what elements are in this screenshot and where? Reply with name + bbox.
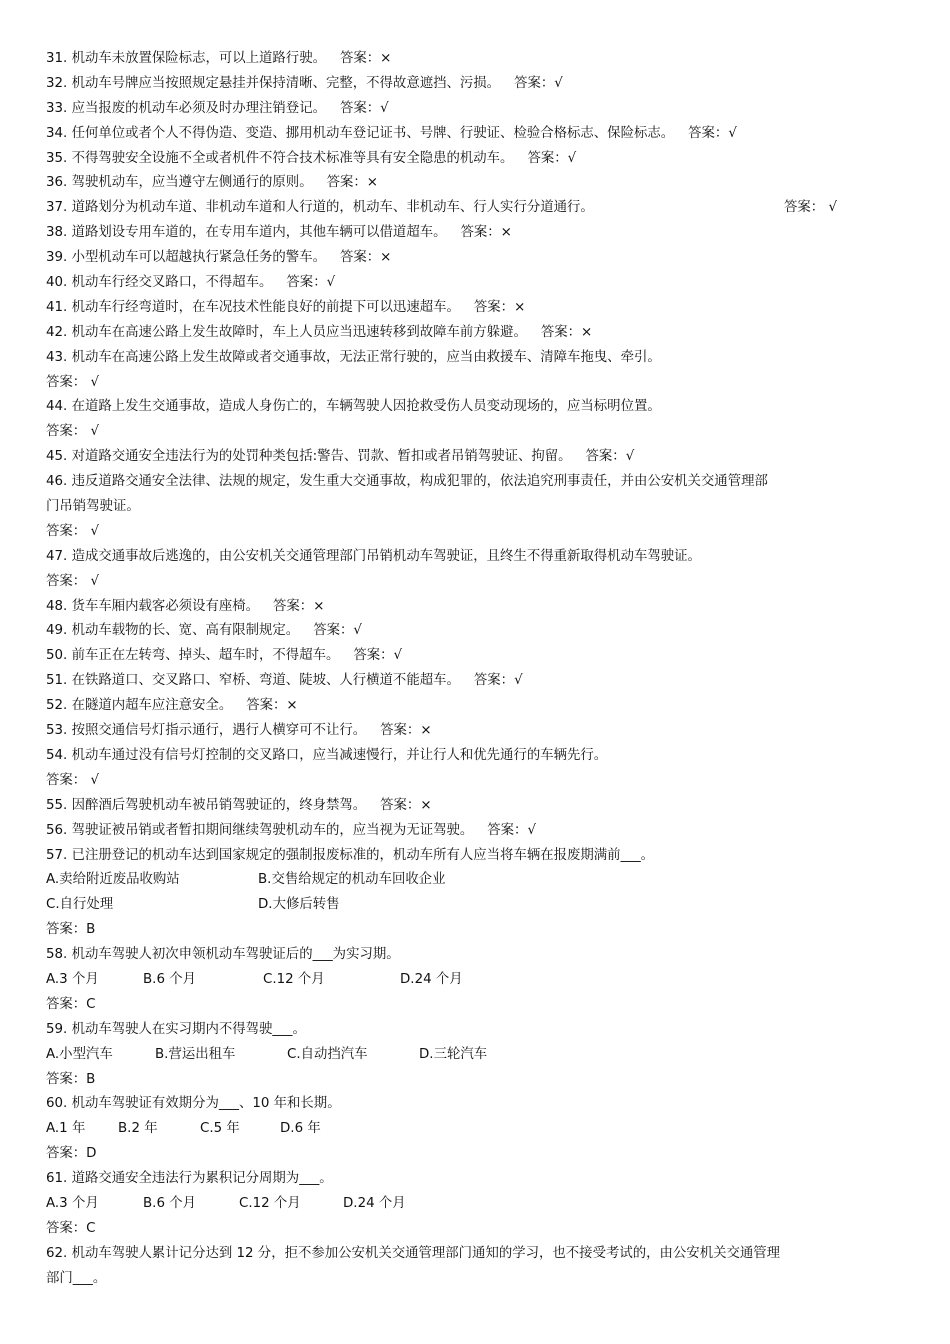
answer-mark: √	[90, 772, 99, 788]
option-d: D.24 个月	[400, 971, 463, 987]
option-c: C.12 个月	[239, 1195, 301, 1211]
question-60	[46, 1092, 910, 1117]
question-47	[46, 545, 910, 570]
question-text: 因醉酒后驾驶机动车被吊销驾驶证的，终身禁驾。	[71, 797, 367, 813]
question-text: 在隧道内超车应注意安全。	[71, 698, 233, 714]
answer-label: 答案：	[46, 374, 87, 390]
answer-label: 答案：	[380, 723, 421, 739]
answer-label: 答案：	[784, 200, 825, 216]
answer-label: 答案：	[353, 648, 394, 664]
question-number: 38.	[46, 225, 68, 241]
question-text: 机动车行经弯道时，在车况技术性能良好的前提下可以迅速超车。	[71, 299, 460, 315]
question-text: 机动车驾驶人累计记分达到 12 分，拒不参加公安机关交通管理部门通知的学习，也不接受考试的，由公安机关交通管理	[71, 1245, 781, 1261]
answer-mark: √	[554, 75, 563, 91]
option-b: B.6 个月	[143, 1195, 197, 1211]
answer-mark: ×	[380, 250, 392, 266]
question-number: 40.	[46, 275, 68, 291]
question-49	[46, 619, 910, 644]
question-40	[46, 271, 910, 296]
question-number: 50.	[46, 648, 68, 664]
answer-label: 答案：	[46, 523, 87, 539]
question-36	[46, 171, 910, 196]
question-number: 31.	[46, 51, 68, 66]
answer-44	[46, 420, 910, 445]
option-c: C.5 年	[200, 1121, 240, 1137]
question-text: 违反道路交通安全法律、法规的规定，发生重大交通事故，构成犯罪的，依法追究刑事责任，并由公安机关交通管理部	[71, 474, 768, 490]
question-number: 52.	[46, 698, 68, 714]
answer-label: 答案：	[473, 673, 515, 689]
answer-label: 答案：	[339, 100, 381, 116]
options-60	[46, 1117, 910, 1142]
question-text: 机动车通过没有信号灯控制的交叉路口，应当减速慢行，并让行人和优先通行的车辆先行。	[71, 747, 608, 763]
document-page	[46, 47, 910, 1292]
question-text: 货车车厢内载客必须设有座椅。	[71, 598, 260, 614]
answer-mark: √	[527, 822, 536, 838]
answer-57: 答案：B	[46, 922, 96, 938]
question-31	[46, 47, 910, 72]
question-number: 42.	[46, 324, 68, 340]
answer-label: 答案：	[380, 797, 421, 813]
option-c: C.12 个月	[263, 971, 325, 987]
question-text: 不得驾驶安全设施不全或者机件不符合技术标准等具有安全隐患的机动车。	[71, 150, 514, 166]
answer-58: 答案：C	[46, 996, 96, 1012]
question-text: 机动车驾驶人初次申领机动车驾驶证后的___为实习期。	[71, 947, 400, 963]
question-number: 49.	[46, 623, 68, 639]
answer-54	[46, 769, 910, 794]
question-text: 前车正在左转弯、掉头、超车时，不得超车。	[71, 648, 340, 664]
answer-mark: ×	[286, 698, 298, 714]
question-54	[46, 744, 910, 769]
question-text: 已注册登记的机动车达到国家规定的强制报废标准的，机动车所有人应当将车辆在报废期满前___。	[71, 847, 655, 863]
answer-59: 答案：B	[46, 1071, 96, 1087]
question-text: 门吊销驾驶证。	[46, 499, 140, 515]
option-c: C.自动挡汽车	[287, 1046, 368, 1062]
question-44	[46, 395, 910, 420]
answer-label: 答案：	[540, 324, 582, 340]
answer-label: 答案：	[514, 75, 555, 91]
question-62-cont	[46, 1267, 910, 1292]
answer-mark: √	[514, 673, 523, 689]
question-number: 43.	[46, 349, 68, 365]
answer-label: 答案：	[46, 772, 87, 788]
question-text: 机动车在高速公路上发生故障或者交通事故，无法正常行驶的，应当由救援车、清障车拖曳、牵引。	[71, 349, 661, 365]
answer-label: 答案：	[688, 125, 729, 141]
answer-mark: √	[728, 125, 737, 141]
question-text: 造成交通事故后逃逸的，由公安机关交通管理部门吊销机动车驾驶证，且终生不得重新取得机动车驾驶证。	[71, 548, 701, 564]
option-a: A.3 个月	[46, 1195, 99, 1211]
question-41	[46, 296, 910, 321]
question-text: 驾驶证被吊销或者暂扣期间继续驾驶机动车的，应当视为无证驾驶。	[71, 822, 474, 838]
question-57	[46, 844, 910, 869]
answer-mark: ×	[500, 225, 512, 241]
question-53	[46, 719, 910, 744]
question-number: 48.	[46, 598, 68, 614]
answer-label: 答案：	[339, 250, 381, 266]
question-text: 应当报废的机动车必须及时办理注销登记。	[71, 100, 326, 116]
answer-mark: ×	[514, 299, 526, 315]
question-text: 机动车驾驶证有效期分为___、10 年和长期。	[71, 1096, 341, 1112]
question-number: 33.	[46, 100, 68, 116]
question-text: 机动车未放置保险标志，可以上道路行驶。	[71, 51, 326, 66]
answer-47	[46, 570, 910, 595]
question-text: 对道路交通安全违法行为的处罚种类包括:警告、罚款、暂扣或者吊销驾驶证、拘留。	[71, 449, 572, 465]
option-b: B.6 个月	[143, 971, 197, 987]
question-number: 47.	[46, 548, 68, 564]
answer-mark: √	[393, 648, 403, 664]
question-number: 41.	[46, 299, 68, 315]
option-a: A.3 个月	[46, 971, 99, 987]
answer-mark: √	[90, 523, 99, 539]
question-text: 任何单位或者个人不得伪造、变造、挪用机动车登记证书、号牌、行驶证、检验合格标志、保险标志。	[71, 125, 675, 141]
question-52	[46, 694, 910, 719]
question-43	[46, 346, 910, 371]
answer-60: 答案：D	[46, 1146, 97, 1162]
question-text: 在铁路道口、交叉路口、窄桥、弯道、陡坡、人行横道不能超车。	[71, 673, 460, 689]
option-b: B.交售给规定的机动车回收企业	[258, 872, 446, 888]
answer-label: 答案：	[326, 175, 367, 191]
question-number: 35.	[46, 150, 68, 166]
answer-43	[46, 371, 910, 396]
answer-mark: √	[90, 573, 99, 589]
question-58	[46, 943, 910, 968]
answer-mark: √	[625, 449, 635, 465]
question-number: 57.	[46, 847, 68, 863]
answer-label: 答案：	[460, 225, 501, 241]
question-45	[46, 445, 910, 470]
question-text: 机动车行经交叉路口，不得超车。	[71, 275, 273, 291]
question-61	[46, 1167, 910, 1192]
answer-mark: ×	[366, 175, 378, 191]
options-57-row-2	[46, 893, 910, 918]
question-38	[46, 221, 910, 246]
answer-label: 答案：	[313, 623, 354, 639]
question-number: 61.	[46, 1171, 68, 1187]
option-a: A.卖给附近废品收购站	[46, 872, 180, 888]
question-text: 机动车载物的长、宽、高有限制规定。	[71, 623, 300, 639]
question-number: 54.	[46, 747, 68, 763]
option-a: A.1 年	[46, 1121, 86, 1137]
answer-label: 答案：	[273, 598, 314, 614]
question-55	[46, 794, 910, 819]
question-35	[46, 147, 910, 172]
options-59	[46, 1043, 910, 1068]
question-text: 道路划设专用车道的，在专用车道内，其他车辆可以借道超车。	[71, 225, 447, 241]
answer-mark: √	[828, 200, 837, 216]
question-number: 36.	[46, 175, 68, 191]
question-text: 机动车在高速公路上发生故障时，车上人员应当迅速转移到故障车前方躲避。	[71, 324, 527, 340]
options-61	[46, 1192, 910, 1217]
option-d: D.三轮汽车	[419, 1046, 488, 1062]
question-number: 59.	[46, 1021, 68, 1037]
question-text: 道路划分为机动车道、非机动车道和人行道的，机动车、非机动车、行人实行分道通行。	[71, 200, 594, 216]
question-text: 机动车驾驶人在实习期内不得驾驶___。	[71, 1021, 306, 1037]
answer-mark: √	[90, 374, 99, 390]
question-37	[46, 196, 910, 221]
answer-mark: ×	[420, 723, 432, 739]
question-number: 44.	[46, 399, 68, 415]
answer-mark: √	[380, 100, 389, 116]
answer-mark: ×	[581, 324, 593, 340]
answer-label: 答案：	[585, 449, 626, 465]
answer-mark: √	[90, 424, 99, 440]
question-51	[46, 669, 910, 694]
question-number: 62.	[46, 1245, 68, 1261]
option-d: D.大修后转售	[258, 897, 340, 913]
question-text: 按照交通信号灯指示通行，遇行人横穿可不让行。	[71, 723, 367, 739]
question-39	[46, 246, 910, 271]
answer-mark: √	[353, 623, 362, 639]
question-62	[46, 1242, 910, 1267]
question-text: 驾驶机动车，应当遵守左侧通行的原则。	[71, 175, 313, 191]
answer-label: 答案：	[246, 698, 287, 714]
option-a: A.小型汽车	[46, 1046, 113, 1062]
answer-label: 答案：	[46, 573, 87, 589]
answer-mark: ×	[380, 51, 392, 66]
answer-label: 答案：	[339, 51, 381, 66]
question-number: 34.	[46, 125, 68, 141]
question-text: 在道路上发生交通事故，造成人身伤亡的，车辆驾驶人因抢救受伤人员变动现场的，应当标明位置。	[71, 399, 661, 415]
option-b: B.营运出租车	[155, 1046, 236, 1062]
question-number: 39.	[46, 250, 68, 266]
question-number: 53.	[46, 723, 68, 739]
answer-mark: ×	[420, 797, 432, 813]
answer-label: 答案：	[527, 150, 568, 166]
answer-46	[46, 520, 910, 545]
question-number: 60.	[46, 1096, 68, 1112]
answer-label: 答案：	[286, 275, 327, 291]
question-number: 55.	[46, 797, 68, 813]
options-58	[46, 968, 910, 993]
answer-mark: √	[567, 150, 577, 166]
question-34	[46, 122, 910, 147]
question-number: 56.	[46, 822, 68, 838]
question-48	[46, 595, 910, 620]
question-59	[46, 1018, 910, 1043]
option-b: B.2 年	[118, 1121, 158, 1137]
answer-label: 答案：	[487, 822, 528, 838]
question-text: 机动车号牌应当按照规定悬挂并保持清晰、完整，不得故意遮挡、污损。	[71, 75, 501, 91]
question-42	[46, 321, 910, 346]
answer-label: 答案：	[473, 299, 515, 315]
answer-label: 答案：	[46, 424, 87, 440]
answer-mark: √	[326, 275, 336, 291]
question-number: 46.	[46, 474, 68, 490]
question-56	[46, 819, 910, 844]
answer-mark: ×	[313, 598, 325, 614]
question-number: 32.	[46, 75, 68, 91]
question-46	[46, 470, 910, 495]
question-33	[46, 97, 910, 122]
option-c: C.自行处理	[46, 897, 114, 913]
question-46-cont	[46, 495, 910, 520]
answer-61: 答案：C	[46, 1220, 96, 1236]
option-d: D.24 个月	[343, 1195, 406, 1211]
question-32	[46, 72, 910, 97]
question-text: 部门___。	[46, 1270, 107, 1286]
question-number: 45.	[46, 449, 68, 465]
question-number: 58.	[46, 947, 68, 963]
question-number: 37.	[46, 200, 68, 216]
options-57-row-1	[46, 868, 910, 893]
option-d: D.6 年	[280, 1121, 321, 1137]
question-text: 小型机动车可以超越执行紧急任务的警车。	[71, 250, 326, 266]
question-50	[46, 644, 910, 669]
question-number: 51.	[46, 673, 68, 689]
question-text: 道路交通安全违法行为累积记分周期为___。	[71, 1171, 333, 1187]
